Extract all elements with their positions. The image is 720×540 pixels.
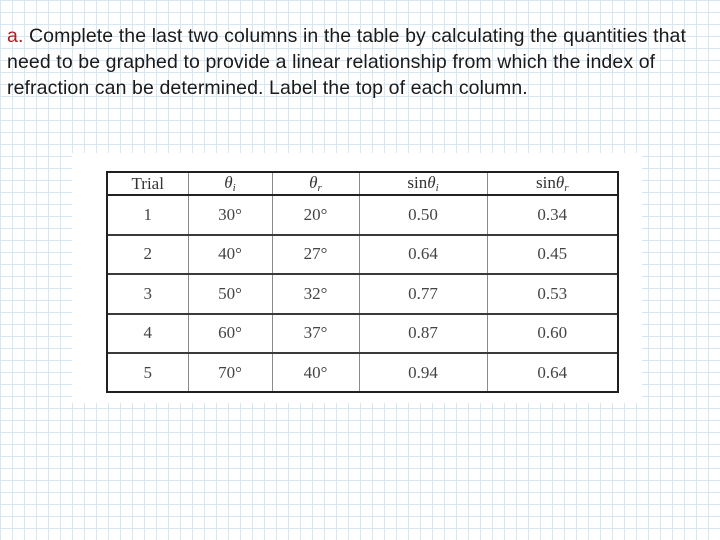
header-theta-r-symbol: θ bbox=[309, 173, 318, 192]
question-label: a. bbox=[7, 25, 24, 47]
header-sin-theta-i-prefix: sin bbox=[407, 173, 428, 192]
question-text bbox=[7, 23, 715, 101]
cell-theta-r: 40° bbox=[272, 353, 359, 391]
table-row bbox=[108, 274, 617, 314]
cell-sin-theta-i: 0.64 bbox=[359, 235, 487, 275]
cell-sin-theta-r: 0.53 bbox=[487, 274, 617, 314]
header-theta-i-symbol: θ bbox=[224, 173, 233, 192]
cell-sin-theta-r: 0.34 bbox=[487, 195, 617, 235]
cell-trial: 2 bbox=[108, 235, 188, 275]
cell-sin-theta-i: 0.77 bbox=[359, 274, 487, 314]
header-sin-theta-r-sub: r bbox=[564, 182, 569, 194]
header-sin-theta-r-prefix: sin bbox=[536, 173, 556, 192]
cell-trial: 3 bbox=[108, 274, 188, 314]
cell-trial: 1 bbox=[143, 204, 152, 224]
table-frame bbox=[106, 171, 619, 393]
table-panel bbox=[72, 153, 642, 403]
header-sin-theta-r-symbol: θ bbox=[555, 173, 565, 192]
header-sin-theta-r bbox=[487, 173, 617, 195]
cell-theta-r: 27° bbox=[272, 235, 359, 275]
table-row bbox=[108, 235, 617, 275]
refraction-data-table bbox=[108, 173, 617, 391]
cell-theta-i: 30° bbox=[188, 195, 272, 235]
cell-trial: 5 bbox=[108, 353, 188, 391]
cell-sin-theta-r: 0.45 bbox=[487, 235, 617, 275]
question-body: Complete the last two columns in the table by calculating the quantities that need to be graphed to provide a linear relationship from which the index of refraction can be determined. Label the top of each column. bbox=[7, 25, 686, 99]
table-row bbox=[108, 353, 617, 391]
cell-theta-i: 50° bbox=[188, 274, 272, 314]
cell-theta-r: 37° bbox=[272, 314, 359, 354]
header-sin-theta-i-symbol: θ bbox=[427, 173, 436, 192]
header-sin-theta-i bbox=[359, 173, 487, 195]
table-row bbox=[108, 195, 617, 235]
table-header-row bbox=[108, 173, 617, 195]
header-trial: Trial bbox=[108, 173, 188, 195]
header-theta-r bbox=[272, 173, 359, 195]
cell-trial: 4 bbox=[108, 314, 188, 354]
cell-sin-theta-r: 0.60 bbox=[487, 314, 617, 354]
cell-sin-theta-i: 0.94 bbox=[359, 353, 487, 391]
header-theta-i-sub: i bbox=[232, 182, 236, 194]
cell-sin-theta-i: 0.87 bbox=[359, 314, 487, 354]
cell-theta-i: 40° bbox=[188, 235, 272, 275]
cell-theta-r: 20° bbox=[272, 195, 359, 235]
cell-theta-i: 70° bbox=[188, 353, 272, 391]
header-theta-i bbox=[188, 173, 272, 195]
header-sin-theta-i-sub: i bbox=[435, 182, 439, 194]
table-row bbox=[108, 314, 617, 354]
cell-sin-theta-i: 0.50 bbox=[359, 195, 487, 235]
cell-theta-r: 32° bbox=[272, 274, 359, 314]
cell-sin-theta-r: 0.64 bbox=[487, 353, 617, 391]
cell-theta-i: 60° bbox=[188, 314, 272, 354]
header-theta-r-sub: r bbox=[317, 182, 322, 194]
